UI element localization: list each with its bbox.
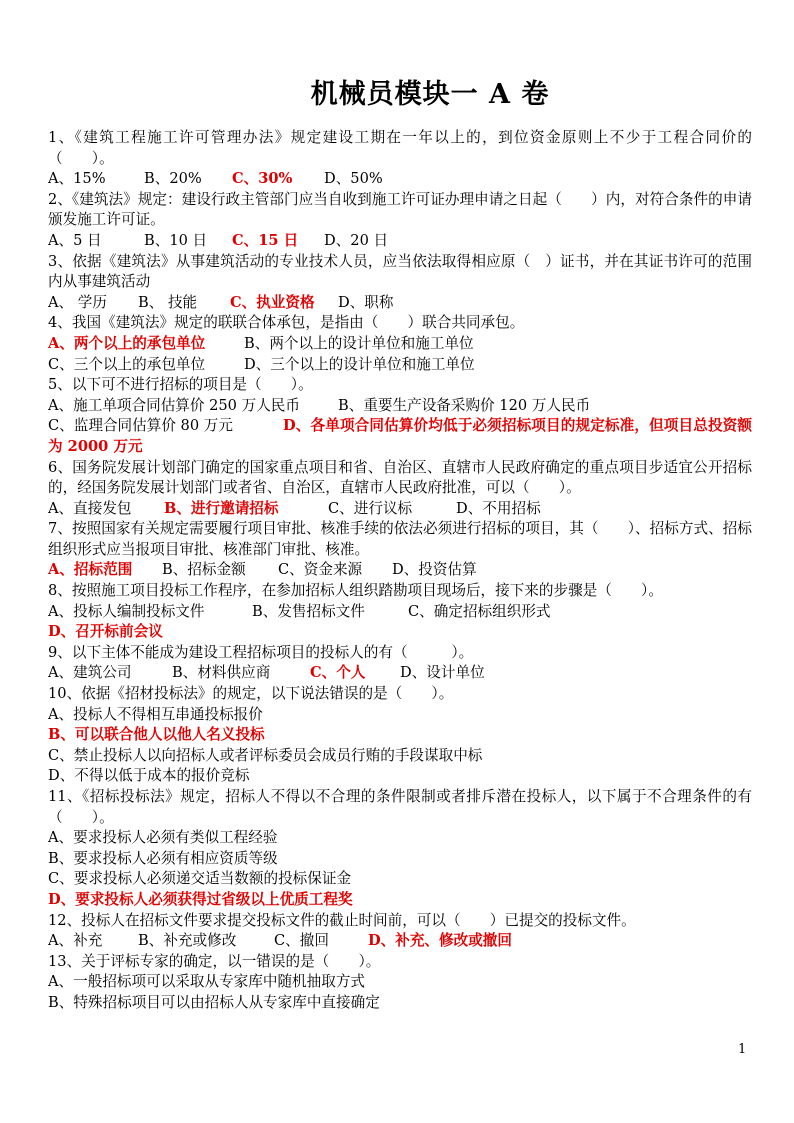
- answer-option: C、执业资格: [230, 293, 315, 311]
- option: A、施工单项合同估算价 250 万人民币: [48, 396, 300, 414]
- option: B、20%: [144, 170, 202, 188]
- page-title: 机械员模块一 A 卷: [310, 79, 550, 110]
- option: B、要求投标人必须有相应资质等级: [48, 849, 278, 867]
- question-list: [48, 128, 752, 1014]
- answer-option: A、两个以上的承包单位: [48, 334, 206, 352]
- option: C、进行议标: [328, 499, 413, 517]
- option: C、确定招标组织形式: [408, 602, 551, 620]
- question-stem: 8、按照施工项目投标工作程序，在参加招标人组织踏勘项目现场后，接下来的步骤是（ ）。: [48, 582, 663, 600]
- option: C、撤回: [274, 932, 329, 950]
- option: C、要求投标人必须递交适当数额的投标保证金: [48, 870, 352, 888]
- option-row: [48, 622, 752, 643]
- option: A、5 日: [48, 231, 102, 249]
- option: A、建筑公司: [48, 664, 132, 682]
- option: A、投标人不得相互串通投标报价: [48, 705, 263, 723]
- answer-option: D、各单项合同估算价均低于必须招标项目的规定标准，但项目总投资额为 2000 万元: [48, 417, 752, 455]
- answer-option: A、招标范围: [48, 561, 133, 579]
- option: C、资金来源: [278, 561, 363, 579]
- option: D、不得以低于成本的报价竞标: [48, 767, 250, 785]
- question-stem: 6、国务院发展计划部门确定的国家重点项目和省、自治区、直辖市人民政府确定的重点项目步适宜公开招标的，经国务院发展计划部门或者省、自治区，直辖市人民政府批准，可以（ ）。: [48, 458, 752, 497]
- option-row: [48, 416, 752, 457]
- question-stem: 4、我国《建筑法》规定的联联合体承包，是指由（ ）联合共同承包。: [48, 314, 525, 332]
- answer-option: D、召开标前会议: [48, 623, 163, 641]
- option: D、20 日: [324, 231, 389, 249]
- option: B、发售招标文件: [252, 602, 365, 620]
- question-stem: 7、按照国家有关规定需要履行项目审批、核准手续的依法必须进行招标的项目，其（ ）、招标方式、招标组织形式应当报项目审批、核准部门审批、核准。: [48, 520, 752, 558]
- option: D、三个以上的设计单位和施工单位: [244, 355, 475, 373]
- answer-option: C、个人: [310, 664, 366, 682]
- question-stem: 9、以下主体不能成为建设工程招标项目的投标人的有（ ）。: [48, 643, 474, 661]
- option: B、特殊招标项目可以由招标人从专家库中直接确定: [48, 993, 380, 1011]
- question-stem: 1、《建筑工程施工许可管理办法》规定建设工期在一年以上的，到位资金原则上不少于工程合同价的（ ）。: [48, 129, 752, 167]
- option: C、三个以上的承包单位: [48, 355, 206, 373]
- question-stem: 13、关于评标专家的确定，以一错误的是（ ）。: [48, 952, 381, 970]
- question-stem: 12、投标人在招标文件要求提交投标文件的截止时间前，可以（ ）已提交的投标文件。: [48, 911, 636, 929]
- option-row: [48, 931, 752, 952]
- option: B、补充或修改: [138, 932, 237, 950]
- option: B、 技能: [138, 293, 198, 311]
- question-stem: 5、以下可不进行招标的项目是（ ）。: [48, 376, 313, 394]
- option: D、50%: [324, 170, 383, 188]
- option: B、10 日: [144, 231, 208, 249]
- option-row: [48, 355, 752, 376]
- option-row: [48, 602, 752, 623]
- answer-option: B、可以联合他人以他人名义投标: [48, 726, 265, 744]
- option-row: [48, 663, 752, 684]
- option: A、直接发包: [48, 499, 132, 517]
- answer-option: C、30%: [232, 170, 293, 188]
- question-stem: 10、依据《招材投标法》的规定，以下说法错误的是（ ）。: [48, 685, 454, 703]
- option: D、设计单位: [400, 664, 485, 682]
- option-row: [48, 293, 752, 314]
- option: D、职称: [338, 293, 394, 311]
- answer-option: C、15 日: [232, 231, 299, 249]
- answer-option: B、进行邀请招标: [164, 499, 279, 517]
- answer-option: D、要求投标人必须获得过省级以上优质工程奖: [48, 890, 353, 908]
- option: A、 学历: [48, 293, 107, 311]
- question-stem: 2、《建筑法》规定：建设行政主管部门应当自收到施工许可证办理申请之日起（ ）内，对符合条件的申请颁发施工许可证。: [48, 190, 752, 229]
- option-row: [48, 334, 752, 355]
- option-row: [48, 560, 752, 581]
- option: B、招标金额: [162, 561, 246, 579]
- option-row: [48, 396, 752, 417]
- option-row: [48, 499, 752, 520]
- option: A、补充: [48, 932, 103, 950]
- answer-option: D、补充、修改或撤回: [368, 932, 513, 950]
- option: D、不用招标: [456, 499, 541, 517]
- option: A、投标人编制投标文件: [48, 602, 205, 620]
- option: B、两个以上的设计单位和施工单位: [244, 334, 474, 352]
- option: C、禁止投标人以向招标人或者评标委员会成员行贿的手段谋取中标: [48, 746, 483, 764]
- option-row: [48, 231, 752, 252]
- document-page: [48, 0, 752, 1014]
- question-stem: 11、《招标投标法》规定，招标人不得以不合理的条件限制或者排斥潜在投标人，以下属于不合理条件的有（ ）。: [48, 788, 752, 826]
- option: A、15%: [48, 170, 106, 188]
- option-row: [48, 169, 752, 190]
- question-stem: 3、依据《建筑法》从事建筑活动的专业技术人员，应当依法取得相应原（ ）证书，并在其证书许可的范围内从事建筑活动: [48, 252, 752, 291]
- option: B、材料供应商: [172, 664, 271, 682]
- option: B、重要生产设备采购价 120 万人民币: [338, 396, 591, 414]
- option: A、要求投标人必须有类似工程经验: [48, 829, 278, 847]
- option: C、监理合同估算价 80 万元: [48, 417, 233, 435]
- option: D、投资估算: [392, 561, 477, 579]
- option: A、一般招标项可以采取从专家库中随机抽取方式: [48, 973, 366, 991]
- page-number: 1: [738, 1042, 747, 1057]
